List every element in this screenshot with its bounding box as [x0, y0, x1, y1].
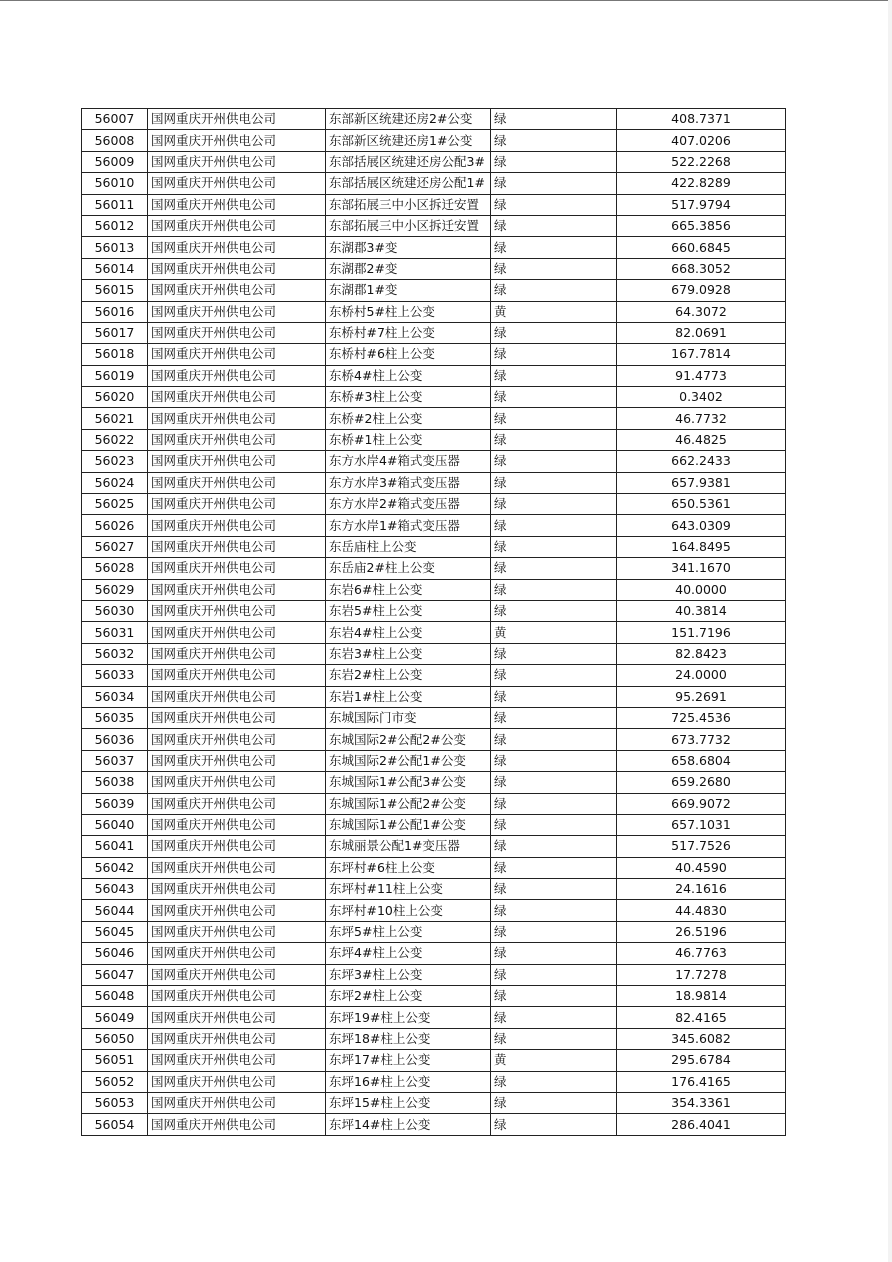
row-id: 56013: [82, 237, 148, 258]
company-cell: 国网重庆开州供电公司: [148, 301, 326, 322]
company-cell: 国网重庆开州供电公司: [148, 1114, 326, 1135]
value-cell: 286.4041: [617, 1114, 786, 1135]
value-cell: 95.2691: [617, 686, 786, 707]
transformer-name-cell: 东桥#3柱上公变: [326, 387, 491, 408]
row-id: 56052: [82, 1071, 148, 1092]
company-cell: 国网重庆开州供电公司: [148, 429, 326, 450]
row-id: 56045: [82, 921, 148, 942]
table-row: [82, 943, 786, 964]
value-cell: 46.7763: [617, 943, 786, 964]
value-cell: 673.7732: [617, 729, 786, 750]
status-cell: 绿: [491, 280, 617, 301]
row-id: 56008: [82, 130, 148, 151]
status-cell: 绿: [491, 643, 617, 664]
table-row: [82, 1092, 786, 1113]
transformer-name-cell: 东桥村#6柱上公变: [326, 344, 491, 365]
row-id: 56046: [82, 943, 148, 964]
table-row: [82, 665, 786, 686]
transformer-name-cell: 东城国际门市变: [326, 707, 491, 728]
company-cell: 国网重庆开州供电公司: [148, 408, 326, 429]
row-id: 56024: [82, 472, 148, 493]
company-cell: 国网重庆开州供电公司: [148, 750, 326, 771]
row-id: 56015: [82, 280, 148, 301]
row-id: 56012: [82, 215, 148, 236]
row-id: 56026: [82, 515, 148, 536]
transformer-name-cell: 东湖郡2#变: [326, 258, 491, 279]
row-id: 56028: [82, 558, 148, 579]
status-cell: 绿: [491, 451, 617, 472]
transformer-name-cell: 东桥#2柱上公变: [326, 408, 491, 429]
status-cell: 绿: [491, 558, 617, 579]
table-row: [82, 750, 786, 771]
company-cell: 国网重庆开州供电公司: [148, 600, 326, 621]
value-cell: 522.2268: [617, 151, 786, 172]
value-cell: 24.0000: [617, 665, 786, 686]
table-row: [82, 793, 786, 814]
table-row: [82, 643, 786, 664]
status-cell: 绿: [491, 429, 617, 450]
value-cell: 668.3052: [617, 258, 786, 279]
row-id: 56041: [82, 836, 148, 857]
value-cell: 44.4830: [617, 900, 786, 921]
status-cell: 绿: [491, 109, 617, 130]
value-cell: 657.9381: [617, 472, 786, 493]
table-row: [82, 772, 786, 793]
company-cell: 国网重庆开州供电公司: [148, 943, 326, 964]
transformer-name-cell: 东城丽景公配1#变压器: [326, 836, 491, 857]
status-cell: 绿: [491, 707, 617, 728]
transformer-name-cell: 东城国际2#公配1#公变: [326, 750, 491, 771]
transformer-name-cell: 东湖郡1#变: [326, 280, 491, 301]
company-cell: 国网重庆开州供电公司: [148, 109, 326, 130]
table-row: [82, 301, 786, 322]
value-cell: 725.4536: [617, 707, 786, 728]
company-cell: 国网重庆开州供电公司: [148, 879, 326, 900]
transformer-name-cell: 东坪14#柱上公变: [326, 1114, 491, 1135]
company-cell: 国网重庆开州供电公司: [148, 986, 326, 1007]
value-cell: 167.7814: [617, 344, 786, 365]
transformer-table: [81, 108, 786, 1136]
value-cell: 408.7371: [617, 109, 786, 130]
row-id: 56054: [82, 1114, 148, 1135]
table-body: [82, 109, 786, 1136]
transformer-name-cell: 东坪村#11柱上公变: [326, 879, 491, 900]
value-cell: 669.9072: [617, 793, 786, 814]
company-cell: 国网重庆开州供电公司: [148, 579, 326, 600]
status-cell: 绿: [491, 494, 617, 515]
transformer-name-cell: 东城国际1#公配1#公变: [326, 814, 491, 835]
row-id: 56047: [82, 964, 148, 985]
company-cell: 国网重庆开州供电公司: [148, 836, 326, 857]
table-row: [82, 173, 786, 194]
status-cell: 绿: [491, 579, 617, 600]
status-cell: 绿: [491, 215, 617, 236]
status-cell: 绿: [491, 237, 617, 258]
row-id: 56018: [82, 344, 148, 365]
transformer-name-cell: 东方水岸1#箱式变压器: [326, 515, 491, 536]
row-id: 56037: [82, 750, 148, 771]
value-cell: 18.9814: [617, 986, 786, 1007]
status-cell: 绿: [491, 836, 617, 857]
table-row: [82, 130, 786, 151]
table-row: [82, 472, 786, 493]
value-cell: 17.7278: [617, 964, 786, 985]
row-id: 56032: [82, 643, 148, 664]
value-cell: 662.2433: [617, 451, 786, 472]
row-id: 56040: [82, 814, 148, 835]
row-id: 56042: [82, 857, 148, 878]
transformer-name-cell: 东桥4#柱上公变: [326, 365, 491, 386]
table-row: [82, 686, 786, 707]
company-cell: 国网重庆开州供电公司: [148, 515, 326, 536]
status-cell: 绿: [491, 130, 617, 151]
table-row: [82, 558, 786, 579]
value-cell: 26.5196: [617, 921, 786, 942]
row-id: 56007: [82, 109, 148, 130]
value-cell: 176.4165: [617, 1071, 786, 1092]
company-cell: 国网重庆开州供电公司: [148, 173, 326, 194]
table-row: [82, 237, 786, 258]
row-id: 56009: [82, 151, 148, 172]
table-row: [82, 836, 786, 857]
row-id: 56053: [82, 1092, 148, 1113]
company-cell: 国网重庆开州供电公司: [148, 194, 326, 215]
value-cell: 658.6804: [617, 750, 786, 771]
table-row: [82, 600, 786, 621]
value-cell: 40.0000: [617, 579, 786, 600]
status-cell: 绿: [491, 772, 617, 793]
value-cell: 407.0206: [617, 130, 786, 151]
value-cell: 660.6845: [617, 237, 786, 258]
transformer-name-cell: 东桥村#7柱上公变: [326, 322, 491, 343]
transformer-name-cell: 东方水岸3#箱式变压器: [326, 472, 491, 493]
company-cell: 国网重庆开州供电公司: [148, 857, 326, 878]
status-cell: 绿: [491, 1007, 617, 1028]
status-cell: 绿: [491, 964, 617, 985]
table-row: [82, 451, 786, 472]
company-cell: 国网重庆开州供电公司: [148, 387, 326, 408]
table-row: [82, 814, 786, 835]
value-cell: 657.1031: [617, 814, 786, 835]
company-cell: 国网重庆开州供电公司: [148, 1071, 326, 1092]
value-cell: 151.7196: [617, 622, 786, 643]
status-cell: 绿: [491, 536, 617, 557]
company-cell: 国网重庆开州供电公司: [148, 151, 326, 172]
transformer-name-cell: 东部括展区统建还房公配1#: [326, 173, 491, 194]
table-row: [82, 215, 786, 236]
page-top-border: [0, 0, 892, 1]
transformer-name-cell: 东坪村#10柱上公变: [326, 900, 491, 921]
table-row: [82, 536, 786, 557]
row-id: 56016: [82, 301, 148, 322]
company-cell: 国网重庆开州供电公司: [148, 344, 326, 365]
row-id: 56033: [82, 665, 148, 686]
row-id: 56035: [82, 707, 148, 728]
status-cell: 绿: [491, 600, 617, 621]
company-cell: 国网重庆开州供电公司: [148, 215, 326, 236]
table-row: [82, 622, 786, 643]
table-row: [82, 344, 786, 365]
row-id: 56022: [82, 429, 148, 450]
value-cell: 679.0928: [617, 280, 786, 301]
company-cell: 国网重庆开州供电公司: [148, 237, 326, 258]
status-cell: 绿: [491, 686, 617, 707]
company-cell: 国网重庆开州供电公司: [148, 280, 326, 301]
company-cell: 国网重庆开州供电公司: [148, 814, 326, 835]
value-cell: 517.9794: [617, 194, 786, 215]
transformer-name-cell: 东坪村#6柱上公变: [326, 857, 491, 878]
company-cell: 国网重庆开州供电公司: [148, 900, 326, 921]
company-cell: 国网重庆开州供电公司: [148, 472, 326, 493]
transformer-name-cell: 东湖郡3#变: [326, 237, 491, 258]
company-cell: 国网重庆开州供电公司: [148, 772, 326, 793]
company-cell: 国网重庆开州供电公司: [148, 258, 326, 279]
transformer-name-cell: 东岩3#柱上公变: [326, 643, 491, 664]
value-cell: 295.6784: [617, 1050, 786, 1071]
row-id: 56049: [82, 1007, 148, 1028]
status-cell: 绿: [491, 857, 617, 878]
transformer-name-cell: 东坪19#柱上公变: [326, 1007, 491, 1028]
transformer-name-cell: 东部拓展三中小区拆迁安置: [326, 215, 491, 236]
table-row: [82, 986, 786, 1007]
status-cell: 绿: [491, 814, 617, 835]
transformer-name-cell: 东方水岸2#箱式变压器: [326, 494, 491, 515]
value-cell: 517.7526: [617, 836, 786, 857]
transformer-name-cell: 东部新区统建还房2#公变: [326, 109, 491, 130]
value-cell: 40.4590: [617, 857, 786, 878]
row-id: 56025: [82, 494, 148, 515]
value-cell: 91.4773: [617, 365, 786, 386]
table-row: [82, 429, 786, 450]
company-cell: 国网重庆开州供电公司: [148, 707, 326, 728]
status-cell: 绿: [491, 173, 617, 194]
status-cell: 绿: [491, 344, 617, 365]
transformer-name-cell: 东岩1#柱上公变: [326, 686, 491, 707]
table-row: [82, 964, 786, 985]
table-row: [82, 1114, 786, 1135]
status-cell: 绿: [491, 793, 617, 814]
company-cell: 国网重庆开州供电公司: [148, 365, 326, 386]
value-cell: 40.3814: [617, 600, 786, 621]
row-id: 56010: [82, 173, 148, 194]
value-cell: 650.5361: [617, 494, 786, 515]
status-cell: 绿: [491, 943, 617, 964]
row-id: 56043: [82, 879, 148, 900]
transformer-name-cell: 东城国际1#公配3#公变: [326, 772, 491, 793]
status-cell: 绿: [491, 1092, 617, 1113]
status-cell: 绿: [491, 408, 617, 429]
transformer-name-cell: 东岩2#柱上公变: [326, 665, 491, 686]
company-cell: 国网重庆开州供电公司: [148, 665, 326, 686]
value-cell: 0.3402: [617, 387, 786, 408]
row-id: 56023: [82, 451, 148, 472]
value-cell: 64.3072: [617, 301, 786, 322]
row-id: 56020: [82, 387, 148, 408]
company-cell: 国网重庆开州供电公司: [148, 451, 326, 472]
company-cell: 国网重庆开州供电公司: [148, 921, 326, 942]
status-cell: 绿: [491, 729, 617, 750]
company-cell: 国网重庆开州供电公司: [148, 643, 326, 664]
company-cell: 国网重庆开州供电公司: [148, 130, 326, 151]
value-cell: 46.4825: [617, 429, 786, 450]
table-row: [82, 579, 786, 600]
transformer-name-cell: 东城国际2#公配2#公变: [326, 729, 491, 750]
status-cell: 绿: [491, 151, 617, 172]
row-id: 56044: [82, 900, 148, 921]
status-cell: 绿: [491, 258, 617, 279]
table-row: [82, 921, 786, 942]
status-cell: 绿: [491, 665, 617, 686]
company-cell: 国网重庆开州供电公司: [148, 536, 326, 557]
value-cell: 82.8423: [617, 643, 786, 664]
table-row: [82, 1028, 786, 1049]
value-cell: 345.6082: [617, 1028, 786, 1049]
company-cell: 国网重庆开州供电公司: [148, 729, 326, 750]
status-cell: 绿: [491, 879, 617, 900]
table-row: [82, 1007, 786, 1028]
row-id: 56039: [82, 793, 148, 814]
table-row: [82, 857, 786, 878]
status-cell: 黄: [491, 622, 617, 643]
row-id: 56017: [82, 322, 148, 343]
table-row: [82, 194, 786, 215]
table-row: [82, 879, 786, 900]
status-cell: 绿: [491, 900, 617, 921]
row-id: 56048: [82, 986, 148, 1007]
value-cell: 82.4165: [617, 1007, 786, 1028]
value-cell: 354.3361: [617, 1092, 786, 1113]
transformer-name-cell: 东桥村5#柱上公变: [326, 301, 491, 322]
row-id: 56036: [82, 729, 148, 750]
transformer-name-cell: 东岩6#柱上公变: [326, 579, 491, 600]
status-cell: 绿: [491, 750, 617, 771]
company-cell: 国网重庆开州供电公司: [148, 1028, 326, 1049]
transformer-name-cell: 东坪3#柱上公变: [326, 964, 491, 985]
table-row: [82, 494, 786, 515]
transformer-name-cell: 东桥#1柱上公变: [326, 429, 491, 450]
value-cell: 164.8495: [617, 536, 786, 557]
status-cell: 绿: [491, 365, 617, 386]
row-id: 56034: [82, 686, 148, 707]
table-row: [82, 322, 786, 343]
transformer-name-cell: 东坪18#柱上公变: [326, 1028, 491, 1049]
company-cell: 国网重庆开州供电公司: [148, 686, 326, 707]
transformer-name-cell: 东坪17#柱上公变: [326, 1050, 491, 1071]
company-cell: 国网重庆开州供电公司: [148, 1092, 326, 1113]
row-id: 56051: [82, 1050, 148, 1071]
company-cell: 国网重庆开州供电公司: [148, 793, 326, 814]
status-cell: 黄: [491, 301, 617, 322]
table-row: [82, 387, 786, 408]
table-row: [82, 900, 786, 921]
row-id: 56038: [82, 772, 148, 793]
table-row: [82, 515, 786, 536]
row-id: 56019: [82, 365, 148, 386]
table-row: [82, 1071, 786, 1092]
value-cell: 643.0309: [617, 515, 786, 536]
table-row: [82, 280, 786, 301]
value-cell: 24.1616: [617, 879, 786, 900]
value-cell: 341.1670: [617, 558, 786, 579]
status-cell: 绿: [491, 322, 617, 343]
status-cell: 绿: [491, 986, 617, 1007]
transformer-name-cell: 东岩4#柱上公变: [326, 622, 491, 643]
transformer-name-cell: 东岩5#柱上公变: [326, 600, 491, 621]
value-cell: 46.7732: [617, 408, 786, 429]
row-id: 56011: [82, 194, 148, 215]
value-cell: 665.3856: [617, 215, 786, 236]
status-cell: 绿: [491, 1028, 617, 1049]
table-row: [82, 258, 786, 279]
row-id: 56030: [82, 600, 148, 621]
transformer-name-cell: 东部拓展三中小区拆迁安置: [326, 194, 491, 215]
transformer-name-cell: 东方水岸4#箱式变压器: [326, 451, 491, 472]
status-cell: 绿: [491, 1114, 617, 1135]
status-cell: 绿: [491, 1071, 617, 1092]
table-row: [82, 1050, 786, 1071]
table-row: [82, 151, 786, 172]
transformer-name-cell: 东岳庙柱上公变: [326, 536, 491, 557]
transformer-name-cell: 东城国际1#公配2#公变: [326, 793, 491, 814]
transformer-name-cell: 东岳庙2#柱上公变: [326, 558, 491, 579]
status-cell: 黄: [491, 1050, 617, 1071]
company-cell: 国网重庆开州供电公司: [148, 964, 326, 985]
table-row: [82, 109, 786, 130]
value-cell: 659.2680: [617, 772, 786, 793]
transformer-name-cell: 东坪15#柱上公变: [326, 1092, 491, 1113]
table-row: [82, 408, 786, 429]
status-cell: 绿: [491, 921, 617, 942]
transformer-name-cell: 东部括展区统建还房公配3#: [326, 151, 491, 172]
row-id: 56027: [82, 536, 148, 557]
transformer-name-cell: 东坪2#柱上公变: [326, 986, 491, 1007]
company-cell: 国网重庆开州供电公司: [148, 1050, 326, 1071]
company-cell: 国网重庆开州供电公司: [148, 558, 326, 579]
table-row: [82, 729, 786, 750]
row-id: 56021: [82, 408, 148, 429]
company-cell: 国网重庆开州供电公司: [148, 1007, 326, 1028]
status-cell: 绿: [491, 472, 617, 493]
row-id: 56014: [82, 258, 148, 279]
table-row: [82, 707, 786, 728]
company-cell: 国网重庆开州供电公司: [148, 322, 326, 343]
row-id: 56031: [82, 622, 148, 643]
company-cell: 国网重庆开州供电公司: [148, 494, 326, 515]
transformer-name-cell: 东坪4#柱上公变: [326, 943, 491, 964]
table-row: [82, 365, 786, 386]
transformer-name-cell: 东坪16#柱上公变: [326, 1071, 491, 1092]
row-id: 56029: [82, 579, 148, 600]
row-id: 56050: [82, 1028, 148, 1049]
status-cell: 绿: [491, 194, 617, 215]
transformer-name-cell: 东坪5#柱上公变: [326, 921, 491, 942]
value-cell: 422.8289: [617, 173, 786, 194]
page-right-edge: [888, 0, 892, 1262]
value-cell: 82.0691: [617, 322, 786, 343]
status-cell: 绿: [491, 387, 617, 408]
transformer-name-cell: 东部新区统建还房1#公变: [326, 130, 491, 151]
status-cell: 绿: [491, 515, 617, 536]
company-cell: 国网重庆开州供电公司: [148, 622, 326, 643]
